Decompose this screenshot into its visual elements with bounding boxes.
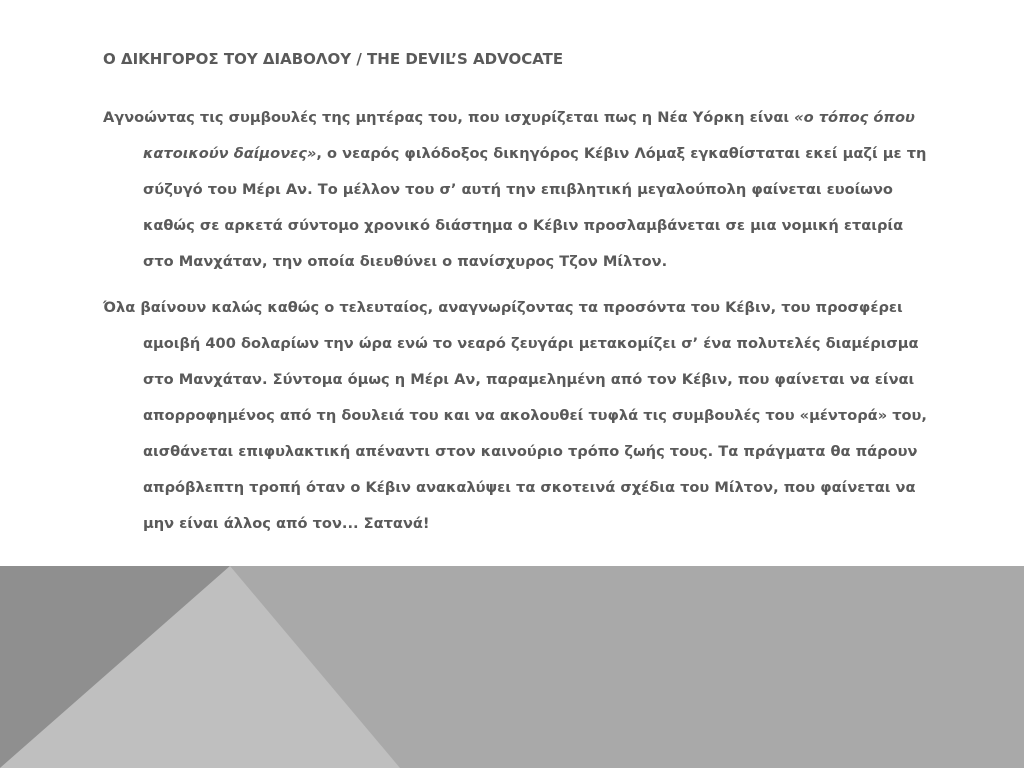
paragraph-1-quote: «ο τόπος όπου κατοικούν δαίμονες» — [143, 109, 915, 162]
decorative-footer-band — [0, 566, 1024, 768]
slide-title: Ο ΔΙΚΗΓΟΡΟΣ ΤΟΥ ΔΙΑΒΟΛΟΥ / THE DEVIL’S ADVOCATE — [103, 50, 564, 68]
paragraph-1 — [103, 100, 933, 280]
paragraph-2: Όλα βαίνουν καλώς καθώς ο τελευταίος, αναγνωρίζοντας τα προσόντα του Κέβιν, του προσφέρει αμοιβή 400 δολαρίων την ώρα ενώ το νεαρό ζευγάρι μετακομίζει σ’ ένα πολυτελές διαμέρισμα στο Μανχάταν. Σύντομα όμως η Μέρι Αν, παραμελημένη από τον Κέβιν, που φαίνεται να είναι απορροφημένος από τη δουλειά του και να ακολουθεί τυφλά τις συμβουλές του «μέντορά» του, αισθάνεται επιφυλακτική απέναντι στον καινούριο τρόπο ζωής τους. Τα πράγματα θα πάρουν απρόβλεπτη τροπή όταν ο Κέβιν ανακαλύψει τα σκοτεινά σχέδια του Μίλτον, που φαίνεται να μην είναι άλλος από τον... Σατανά! — [103, 299, 927, 532]
paragraph-1-part1: Αγνοώντας τις συμβουλές της μητέρας του, που ισχυρίζεται πως η Νέα Υόρκη είναι — [103, 109, 795, 126]
footer-shapes — [0, 566, 1024, 768]
slide-body — [103, 100, 933, 552]
paragraph-1-part2: , ο νεαρός φιλόδοξος δικηγόρος Κέβιν Λόμαξ εγκαθίσταται εκεί μαζί με τη σύζυγό του Μέρι Αν. Το μέλλον του σ’ αυτή την επιβλητική μεγαλούπολη φαίνεται ευοίωνο καθώς σε αρκετά σύντομο χρονικό διάστημα ο Κέβιν προσλαμβάνεται σε μια νομική εταιρία στο Μανχάταν, την οποία διευθύνει ο πανίσχυρος Τζον Μίλτον. — [143, 145, 927, 270]
